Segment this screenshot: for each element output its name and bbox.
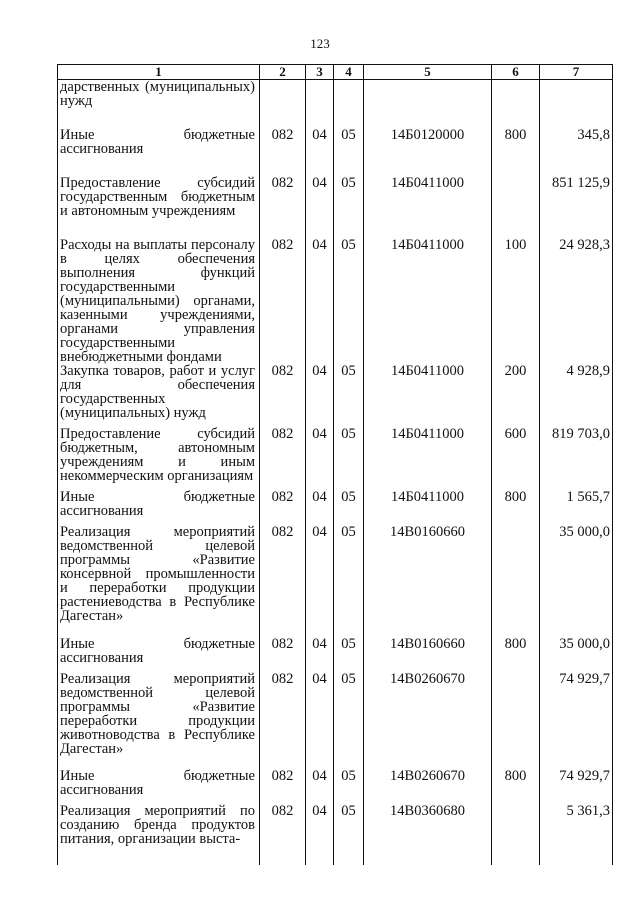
row-ved: 082 (260, 128, 306, 176)
row-pr: 05 (334, 238, 364, 364)
row-rz: 04 (306, 364, 334, 427)
row-vr: 800 (492, 637, 540, 672)
row-sum (540, 80, 613, 129)
row-sum: 5 361,3 (540, 804, 613, 865)
column-header-csr: 5 (364, 65, 492, 80)
row-name: дарственных (муниципальных) нужд (58, 80, 260, 129)
table-row (58, 804, 613, 865)
row-rz: 04 (306, 525, 334, 637)
row-ved: 082 (260, 804, 306, 865)
row-rz: 04 (306, 769, 334, 804)
row-rz: 04 (306, 637, 334, 672)
column-header-ved: 2 (260, 65, 306, 80)
row-vr: 800 (492, 769, 540, 804)
table-row (58, 525, 613, 637)
row-sum: 4 928,9 (540, 364, 613, 427)
table-row (58, 176, 613, 238)
table-row (58, 364, 613, 427)
row-name: Закупка товаров, работ и услуг для обеспечения государственных (муниципальных) нужд (58, 364, 260, 427)
row-rz (306, 80, 334, 129)
budget-table (57, 64, 613, 865)
table-row (58, 238, 613, 364)
row-name: Иные бюджетные ассигнования (58, 637, 260, 672)
row-ved: 082 (260, 364, 306, 427)
row-name: Реализация мероприятий по созданию бренда продуктов питания, организации выста- (58, 804, 260, 865)
table-row (58, 769, 613, 804)
column-header-rz: 3 (306, 65, 334, 80)
table-row (58, 80, 613, 129)
row-vr (492, 176, 540, 238)
row-csr: 14В0260670 (364, 769, 492, 804)
row-csr: 14Б0411000 (364, 490, 492, 525)
table-row (58, 672, 613, 769)
row-sum: 24 928,3 (540, 238, 613, 364)
row-rz: 04 (306, 804, 334, 865)
row-ved: 082 (260, 672, 306, 769)
row-pr: 05 (334, 427, 364, 490)
row-vr (492, 804, 540, 865)
row-name: Расходы на выплаты персоналу в целях обеспечения выполнения функций государственными (муниципальными) органами, казенными учреждениями, органами управления государственными внебюджетными фондами (58, 238, 260, 364)
row-csr: 14Б0411000 (364, 427, 492, 490)
row-csr: 14Б0411000 (364, 176, 492, 238)
row-name: Предоставление субсидий бюджетным, автономным учреждениям и иным некоммерческим организациям (58, 427, 260, 490)
row-name: Иные бюджетные ассигнования (58, 490, 260, 525)
column-header-pr: 4 (334, 65, 364, 80)
row-ved: 082 (260, 769, 306, 804)
table-row (58, 427, 613, 490)
row-vr: 800 (492, 490, 540, 525)
row-rz: 04 (306, 427, 334, 490)
row-ved: 082 (260, 637, 306, 672)
row-name: Предоставление субсидий государственным бюджетным и автономным учреждениям (58, 176, 260, 238)
row-csr: 14Б0120000 (364, 128, 492, 176)
row-ved: 082 (260, 176, 306, 238)
row-sum: 851 125,9 (540, 176, 613, 238)
row-sum: 35 000,0 (540, 525, 613, 637)
row-pr: 05 (334, 128, 364, 176)
table-header-row (58, 65, 613, 80)
row-ved: 082 (260, 490, 306, 525)
row-sum: 35 000,0 (540, 637, 613, 672)
row-name: Реализация мероприятий ведомственной целевой программы «Развитие переработки продукции животноводства в Республике Дагестан» (58, 672, 260, 769)
table-row (58, 490, 613, 525)
row-vr: 100 (492, 238, 540, 364)
row-ved: 082 (260, 427, 306, 490)
row-csr: 14В0160660 (364, 637, 492, 672)
row-rz: 04 (306, 490, 334, 525)
row-csr: 14В0160660 (364, 525, 492, 637)
row-rz: 04 (306, 238, 334, 364)
row-rz: 04 (306, 128, 334, 176)
row-sum: 74 929,7 (540, 672, 613, 769)
row-csr (364, 80, 492, 129)
table-row (58, 128, 613, 176)
row-vr: 200 (492, 364, 540, 427)
row-vr: 600 (492, 427, 540, 490)
row-sum: 345,8 (540, 128, 613, 176)
row-name: Иные бюджетные ассигнования (58, 128, 260, 176)
column-header-name: 1 (58, 65, 260, 80)
row-pr: 05 (334, 672, 364, 769)
row-pr (334, 80, 364, 129)
row-ved: 082 (260, 525, 306, 637)
row-ved (260, 80, 306, 129)
row-pr: 05 (334, 364, 364, 427)
table-row (58, 637, 613, 672)
row-csr: 14В0260670 (364, 672, 492, 769)
row-pr: 05 (334, 525, 364, 637)
row-sum: 74 929,7 (540, 769, 613, 804)
page-number: 123 (310, 36, 330, 51)
column-header-vr: 6 (492, 65, 540, 80)
row-vr (492, 672, 540, 769)
row-rz: 04 (306, 176, 334, 238)
row-sum: 819 703,0 (540, 427, 613, 490)
row-vr (492, 525, 540, 637)
row-name: Иные бюджетные ассигнования (58, 769, 260, 804)
row-pr: 05 (334, 637, 364, 672)
row-csr: 14В0360680 (364, 804, 492, 865)
row-vr: 800 (492, 128, 540, 176)
row-vr (492, 80, 540, 129)
row-sum: 1 565,7 (540, 490, 613, 525)
row-pr: 05 (334, 769, 364, 804)
row-ved: 082 (260, 238, 306, 364)
column-header-sum: 7 (540, 65, 613, 80)
row-name: Реализация мероприятий ведомственной целевой программы «Развитие консервной промышленности и переработки продукции растениеводства в Республике Дагестан» (58, 525, 260, 637)
row-pr: 05 (334, 804, 364, 865)
row-rz: 04 (306, 672, 334, 769)
row-pr: 05 (334, 490, 364, 525)
row-csr: 14Б0411000 (364, 238, 492, 364)
row-pr: 05 (334, 176, 364, 238)
row-csr: 14Б0411000 (364, 364, 492, 427)
